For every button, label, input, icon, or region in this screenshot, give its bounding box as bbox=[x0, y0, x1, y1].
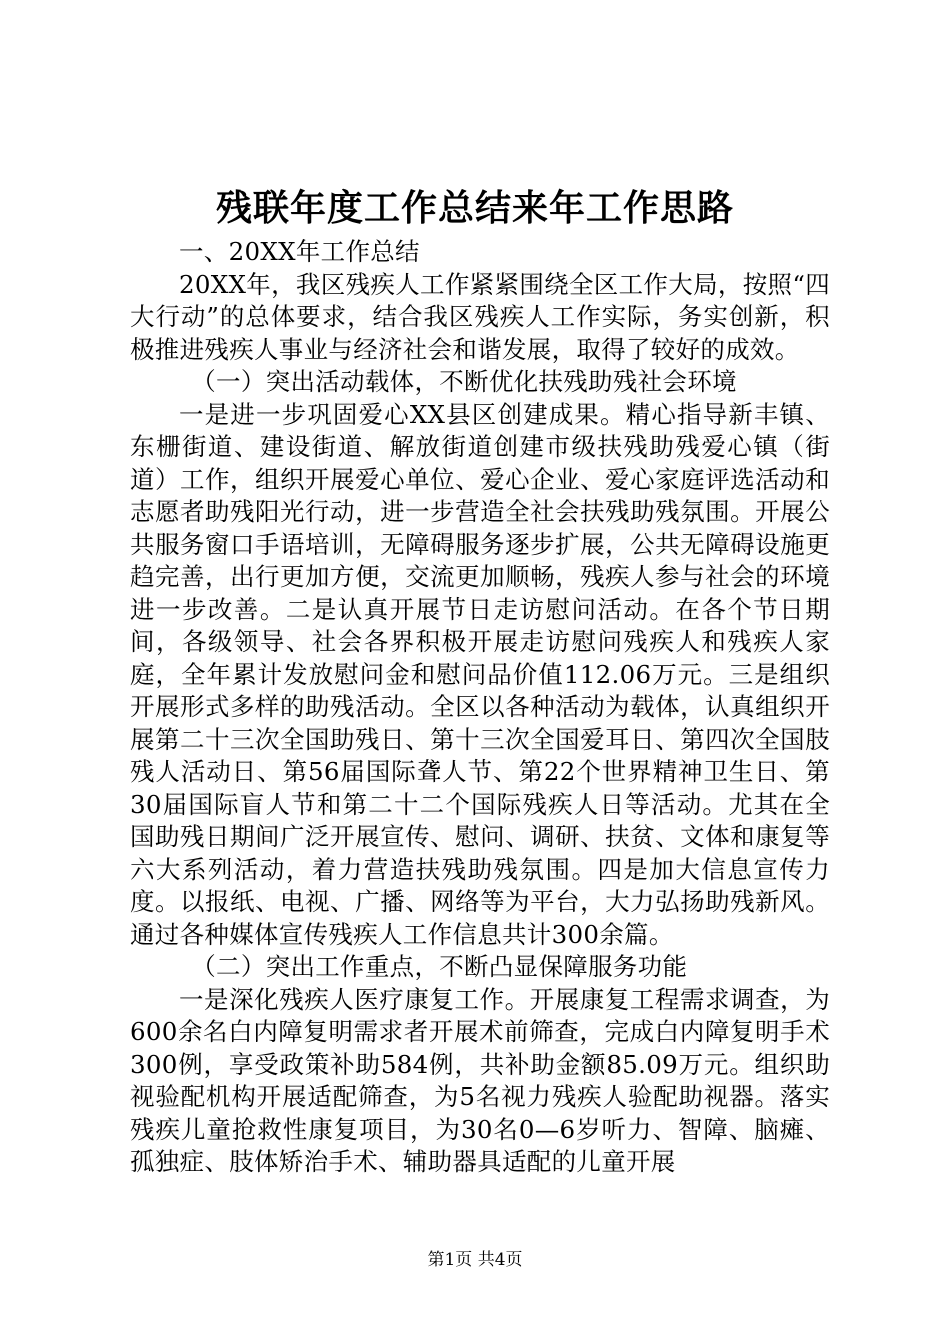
document-body bbox=[130, 236, 830, 1179]
subsection-heading: （二）突出工作重点，不断凸显保障服务功能 bbox=[191, 952, 688, 981]
body-paragraph: 20XX年，我区残疾人工作紧紧围绕全区工作大局，按照“四大行动”的总体要求，结合我区残疾人工作实际，务实创新，积极推进残疾人事业与经济社会和谐发展，取得了较好的成效。 bbox=[130, 269, 830, 364]
body-paragraph: 一是深化残疾人医疗康复工作。开展康复工程需求调查，为600余名白内障复明需求者开展术前筛查，完成白内障复明手术300例，享受政策补助584例，共补助金额85.09万元。组织助视验配机构开展适配筛查，为5名视力残疾人验配助视器。落实残疾儿童抢救性康复项目，为30名0—6岁听力、智障、脑瘫、孤独症、肢体矫治手术、辅助器具适配的儿童开展 bbox=[130, 984, 830, 1176]
page-footer: 第1页 共4页 bbox=[427, 1250, 523, 1270]
subsection-heading: （一）突出活动载体，不断优化扶残助残社会环境 bbox=[191, 367, 737, 396]
section-heading: 一、20XX年工作总结 bbox=[179, 237, 420, 266]
body-paragraph: 一是进一步巩固爱心XX县区创建成果。精心指导新丰镇、东栅街道、建设街道、解放街道创建市级扶残助残爱心镇（街道）工作，组织开展爱心单位、爱心企业、爱心家庭评选活动和志愿者助残阳光行动，进一步营造全社会扶残助残氛围。开展公共服务窗口手语培训，无障碍服务逐步扩展，公共无障碍设施更趋完善，出行更加方便，交流更加顺畅，残疾人参与社会的环境进一步改善。二是认真开展节日走访慰问活动。在各个节日期间，各级领导、社会各界积极开展走访慰问残疾人和残疾人家庭，全年累计发放慰问金和慰问品价值112.06万元。三是组织开展形式多样的助残活动。全区以各种活动为载体，认真组织开展第二十三次全国助残日、第十三次全国爱耳日、第四次全国肢残人活动日、第56届国际聋人节、第22个世界精神卫生日、第30届国际盲人节和第二十二个国际残疾人日等活动。尤其在全国助残日期间广泛开展宣传、慰问、调研、扶贫、文体和康复等六大系列活动，着力营造扶残助残氛围。四是加大信息宣传力度。以报纸、电视、广播、网络等为平台，大力弘扬助残新风。通过各种媒体宣传残疾人工作信息共计300余篇。 bbox=[130, 399, 830, 949]
document-title: 残联年度工作总结来年工作思路 bbox=[215, 187, 734, 229]
